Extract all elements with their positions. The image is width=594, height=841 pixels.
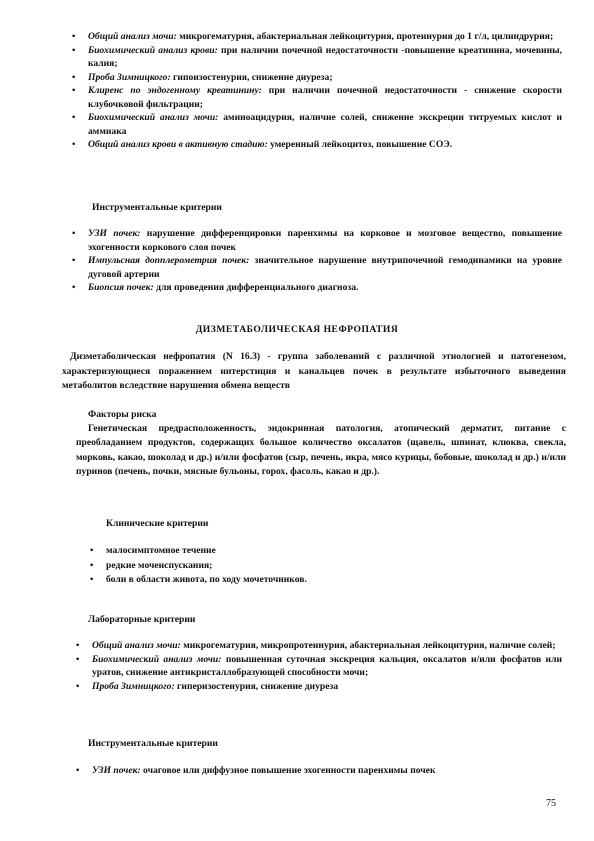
list-item — [72, 227, 562, 254]
list-item: • малосимптомное течение — [90, 544, 560, 559]
item-label: Проба Зимницкого: — [88, 71, 171, 83]
item-text: аминоацидурия, наличие солей, снижение экскреции титруемых кислот и аммиака — [88, 112, 562, 137]
item-text: нарушение дифференцировки паренхимы на корковое и мозговое вещество, повышение эхогенности коркового слоя почек — [88, 228, 562, 253]
item-text: умеренный лейкоцитоз, повышение СОЭ. — [267, 139, 453, 150]
item-label: УЗИ почек: — [92, 765, 141, 776]
item-label: УЗИ почек: — [88, 228, 141, 239]
item-text: при наличии почечной недостаточности - снижение скорости клубочковой фильтрации; — [88, 85, 562, 110]
item-text: микрогематурия, абактериальная лейкоцитурия, протеинурия до 1 г/л, цилиндрурия; — [176, 31, 554, 42]
list-item — [72, 254, 562, 281]
lab-criteria-list-1 — [72, 30, 562, 152]
item-text: повышенная суточная экскреция кальция, оксалатов и/или фосфатов или уратов, снижение антикристаллобразующей способности мочи; — [92, 653, 562, 678]
instrumental-list-2 — [76, 764, 562, 778]
item-label: Клиренс по эндогенному креатинину: — [88, 85, 262, 96]
list-item: • редкие мочеиспускания; — [90, 559, 560, 574]
list-item — [72, 30, 562, 44]
list-item — [72, 281, 562, 295]
list-item — [76, 764, 562, 778]
item-label: Проба Зимницкого: — [92, 680, 175, 692]
instrumental-heading-2: Инструментальные критерии — [88, 738, 218, 749]
instrumental-heading-1: Инструментальные критерии — [92, 202, 222, 213]
item-label: Биохимический анализ крови: — [88, 44, 218, 56]
item-label: Общий анализ крови в активную стадию: — [88, 139, 268, 150]
item-label: Общий анализ мочи: — [92, 640, 181, 651]
list-item — [76, 639, 562, 653]
section-title: ДИЗМЕТАБОЛИЧЕСКАЯ НЕФРОПАТИЯ — [195, 324, 399, 335]
item-text: гиперизостенурия, снижение диуреза — [174, 680, 339, 692]
item-label: Общий анализ мочи: — [88, 31, 177, 42]
list-item — [72, 84, 562, 111]
page-number: 75 — [546, 798, 556, 809]
item-text: значительное нарушение внутрипочечной гемодинамики на уровне дуговой артерии — [88, 255, 562, 280]
list-item — [72, 71, 562, 85]
item-text: гипоизостенурия, снижение диуреза; — [170, 71, 333, 83]
item-label: Биопсия почек: — [88, 282, 154, 293]
item-text: очаговое или диффузное повышение эхогенности паренхимы почек — [140, 765, 436, 776]
list-item — [72, 111, 562, 138]
list-item: • боли в области живота, по ходу мочеточников. — [90, 573, 560, 588]
clinical-heading: Клинические критерии — [106, 518, 209, 529]
lab-heading-2: Лабораторные критерии — [88, 614, 196, 625]
risk-factors-heading: Факторы риска — [88, 409, 157, 420]
risk-factors-text: Генетическая предрасположенность, эндокринная патология, атопический дерматит, питание с преобладанием продуктов, содержащих большое количество оксалатов (щавель, шпинат, клюква, свекла, морковь, какао, шоколад и др.) и/или фосфатов (сыр, печень, икра, мясо курицы, бобовые, шоколад и др.) и/или пуринов (печень, почки, мясные бульоны, горох, фасоль, какао и др.). — [76, 423, 566, 477]
item-label: Биохимический анализ мочи: — [92, 653, 222, 665]
list-item — [72, 44, 562, 71]
list-item — [76, 653, 562, 680]
item-label: Импульсная допплерометрия почек: — [88, 255, 250, 266]
list-item — [76, 680, 562, 694]
lab-criteria-list-2 — [76, 639, 562, 693]
item-label: Биохимический анализ мочи: — [88, 112, 219, 123]
item-text: при наличии почечной недостаточности -повышение креатинина, мочевины, калия; — [88, 44, 563, 69]
item-text: для проведения дифференциального диагноза. — [153, 282, 359, 293]
item-text: микрогематурия, микропротеинурия, абактериальная лейкоцитурия, наличие солей; — [180, 640, 556, 651]
clinical-list — [90, 544, 560, 588]
instrumental-list-1 — [72, 227, 562, 295]
definition-paragraph: Дизметаболическая нефропатия (N 16.3) - группа заболеваний с различной этиологией и патогенезом, характеризующиеся поражением интерстиция и канальцев почек в результате избыточного выведения метаболитов вследствие нарушения обмена веществ — [62, 351, 566, 391]
list-item — [72, 138, 562, 152]
